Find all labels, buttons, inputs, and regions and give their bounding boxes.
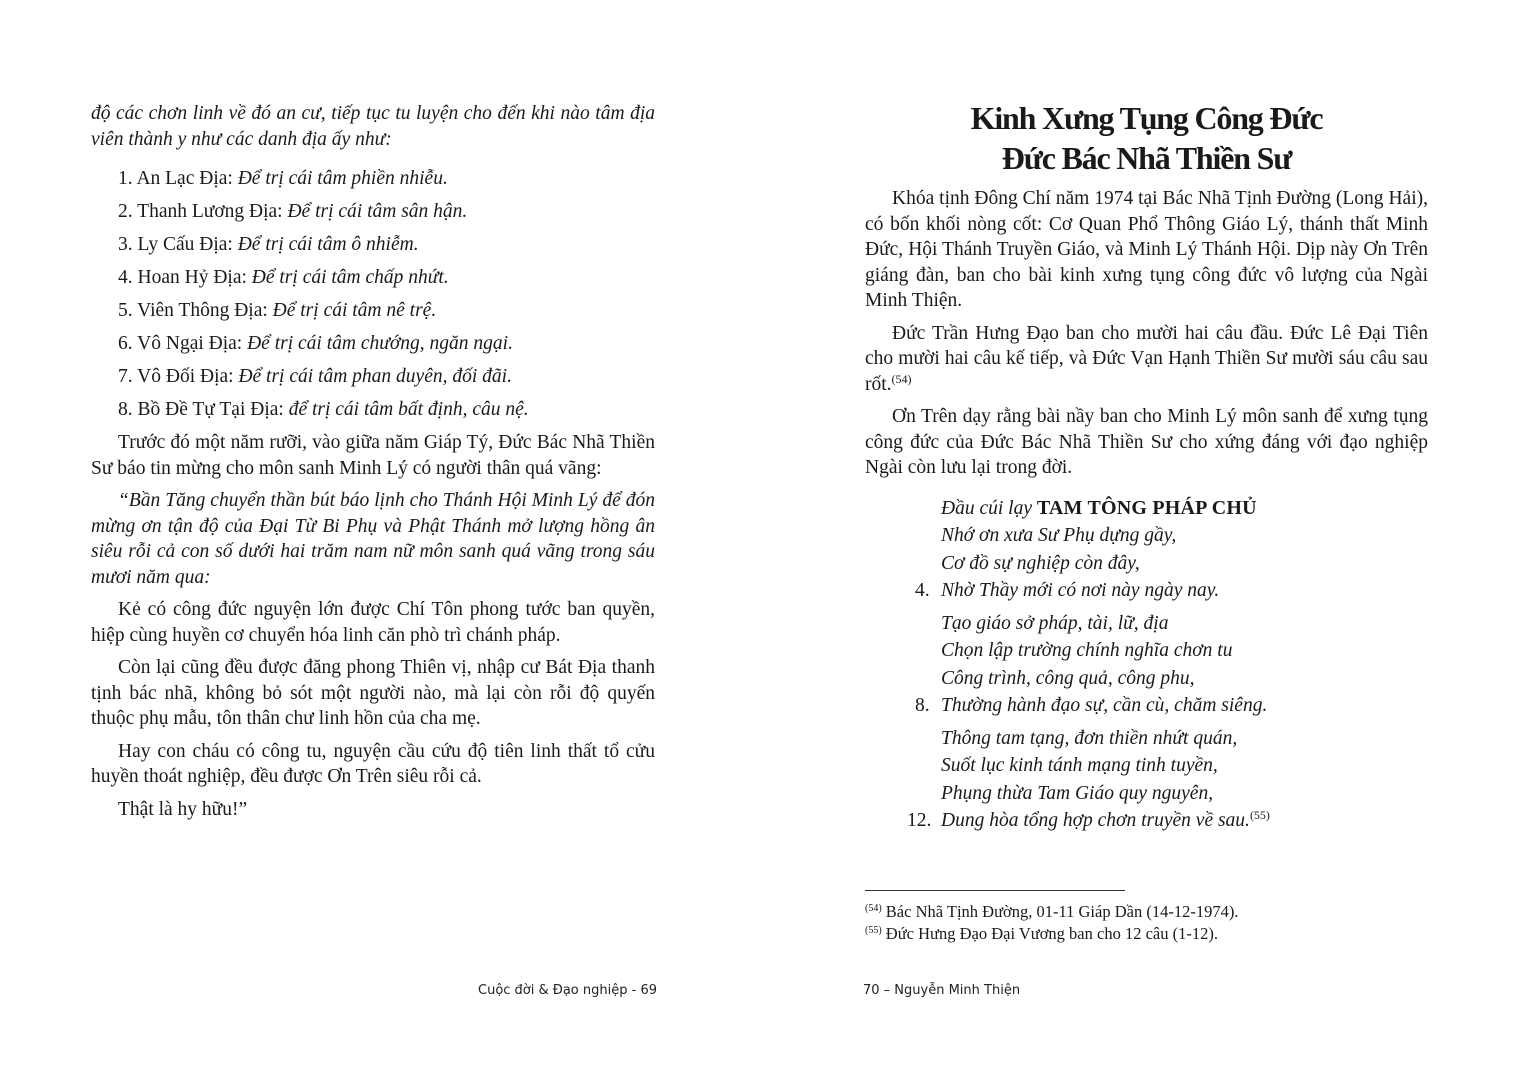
chapter-title-line-1: Kinh Xưng Tụng Công Đức bbox=[970, 100, 1323, 136]
verse-line: Đầu cúi lạy TAM TÔNG PHÁP CHỦ bbox=[941, 496, 1257, 519]
footnotes bbox=[865, 901, 1425, 945]
list-item: 8. Bồ Đề Tự Tại Địa: để trị cái tâm bất định, câu nệ. bbox=[118, 399, 529, 420]
verse-line: Chọn lập trường chính nghĩa chơn tu bbox=[941, 640, 1233, 661]
verse-number: 8. bbox=[915, 695, 930, 716]
footnote-ref: (54) bbox=[891, 371, 912, 386]
verse-line: 8. Thường hành đạo sự, cần cù, chăm siêng. bbox=[941, 692, 1428, 720]
left-page bbox=[0, 0, 760, 1075]
footnote-divider bbox=[865, 890, 1125, 891]
list-item: 7. Vô Đối Địa: Để trị cái tâm phan duyên, đối đãi. bbox=[118, 366, 512, 387]
list-item: 4. Hoan Hỷ Địa: Để trị cái tâm chấp nhứt. bbox=[118, 267, 449, 288]
verse-stanza bbox=[915, 610, 1428, 720]
quote-paragraph: Hay con cháu có công tu, nguyện cầu cứu độ tiên linh thất tổ cửu huyền thoát nghiệp, đều được Ơn Trên siêu rỗi cả. bbox=[91, 740, 655, 787]
chapter-title-line-2: Đức Bác Nhã Thiền Sư bbox=[1001, 140, 1292, 176]
right-page bbox=[760, 0, 1521, 1075]
verse-line: Phụng thừa Tam Giáo quy nguyên, bbox=[941, 782, 1214, 804]
grounds-list bbox=[91, 166, 655, 423]
verse-line: Công trình, công quả, công phu, bbox=[941, 667, 1195, 689]
verse-number: 4. bbox=[915, 580, 930, 601]
list-item: 2. Thanh Lương Địa: Để trị cái tâm sân hận. bbox=[118, 201, 468, 222]
footnote: $^{(54)}$ Bác Nhã Tịnh Đường, 01-11 Giáp Dần (14-12-1974). bbox=[865, 902, 1239, 921]
list-item: 6. Vô Ngại Địa: Để trị cái tâm chướng, ngăn ngại. bbox=[118, 333, 513, 354]
verse-line: 12. Dung hòa tổng hợp chơn truyền về sau.$^{(55)}$ bbox=[941, 807, 1428, 835]
chapter-title bbox=[865, 98, 1428, 178]
quote-paragraph: “Bần Tăng chuyển thần bút báo lịnh cho Thánh Hội Minh Lý để đón mừng ơn tận độ của Đại Từ Bi Phụ và Phật Thánh mở lượng hồng ân siêu rỗi cả con số dưới hai trăm nam nữ môn sanh quá vãng trong sáu mươi năm qua: bbox=[91, 490, 655, 588]
verse-stanza bbox=[907, 725, 1428, 835]
page-footer-right: 70 – Nguyễn Minh Thiện bbox=[863, 983, 1021, 998]
verse-line: Nhớ ơn xưa Sư Phụ dựng gầy, bbox=[941, 525, 1177, 546]
list-item: 1. An Lạc Địa: Để trị cái tâm phiền nhiễu. bbox=[118, 168, 448, 189]
body-paragraph: Đức Trần Hưng Đạo ban cho mười hai câu đầu. Đức Lê Đại Tiên cho mười hai câu kế tiếp, và Đức Vạn Hạnh Thiền Sư mười sáu câu sau rốt.$^{(54)}$ bbox=[865, 322, 1428, 395]
verse-line: Cơ đồ sự nghiệp còn đây, bbox=[941, 552, 1140, 574]
footnote-ref: (55) bbox=[1249, 808, 1270, 822]
verse-line: Thông tam tạng, đơn thiền nhứt quán, bbox=[941, 727, 1238, 749]
verse-block bbox=[865, 495, 1428, 835]
body-paragraph: Khóa tịnh Đông Chí năm 1974 tại Bác Nhã Tịnh Đường (Long Hải), có bốn khối nòng cốt: Cơ Quan Phổ Thông Giáo Lý, thánh thất Minh Đức, Hội Thánh Truyền Giáo, và Minh Lý Thánh Hội. Dịp này Ơn Trên giáng đàn, ban cho bài kinh xưng tụng công đức vô lượng của Ngài Minh Thiện. bbox=[865, 188, 1428, 311]
list-item: 5. Viên Thông Địa: Để trị cái tâm nê trệ. bbox=[118, 300, 437, 321]
quote-paragraph: Kẻ có công đức nguyện lớn được Chí Tôn phong tước ban quyền, hiệp cùng huyền cơ chuyển hóa linh căn phò trì chánh pháp. bbox=[91, 599, 655, 646]
verse-stanza bbox=[915, 495, 1428, 605]
body-paragraph: Trước đó một năm rưỡi, vào giữa năm Giáp Tý, Đức Bác Nhã Thiền Sư báo tin mừng cho môn sanh Minh Lý có người thân quá vãng: bbox=[91, 432, 655, 479]
footnote: $^{(55)}$ Đức Hưng Đạo Đại Vương ban cho 12 câu (1-12). bbox=[865, 924, 1218, 943]
verse-line: Suốt lục kinh tánh mạng tinh tuyền, bbox=[941, 755, 1218, 776]
page-footer-left: Cuộc đời & Đạo nghiệp - 69 bbox=[478, 983, 657, 998]
left-text-column bbox=[91, 101, 655, 822]
right-text-column bbox=[865, 98, 1428, 840]
body-paragraph: Ơn Trên dạy rằng bài nầy ban cho Minh Lý môn sanh để xưng tụng công đức của Đức Bác Nhã Thiền Sư cho xứng đáng với đạo nghiệp Ngài còn lưu lại trong đời. bbox=[865, 406, 1428, 478]
list-item: 3. Ly Cấu Địa: Để trị cái tâm ô nhiễm. bbox=[118, 234, 419, 255]
intro-paragraph: độ các chơn linh về đó an cư, tiếp tục tu luyện cho đến khi nào tâm địa viên thành y như các danh địa ấy như: bbox=[91, 103, 655, 150]
verse-number: 12. bbox=[907, 810, 932, 831]
quote-closing: Thật là hy hữu!” bbox=[118, 798, 248, 820]
verse-line: 4. Nhờ Thầy mới có nơi này ngày nay. bbox=[941, 577, 1428, 605]
verse-line: Tạo giáo sở pháp, tài, lữ, địa bbox=[941, 612, 1169, 634]
quote-paragraph: Còn lại cũng đều được đăng phong Thiên vị, nhập cư Bát Địa thanh tịnh bác nhã, không bỏ sót một người nào, mà lại còn rỗi độ quyến thuộc phụ mẫu, tôn thân chư linh hồn của cha mẹ. bbox=[91, 657, 655, 729]
